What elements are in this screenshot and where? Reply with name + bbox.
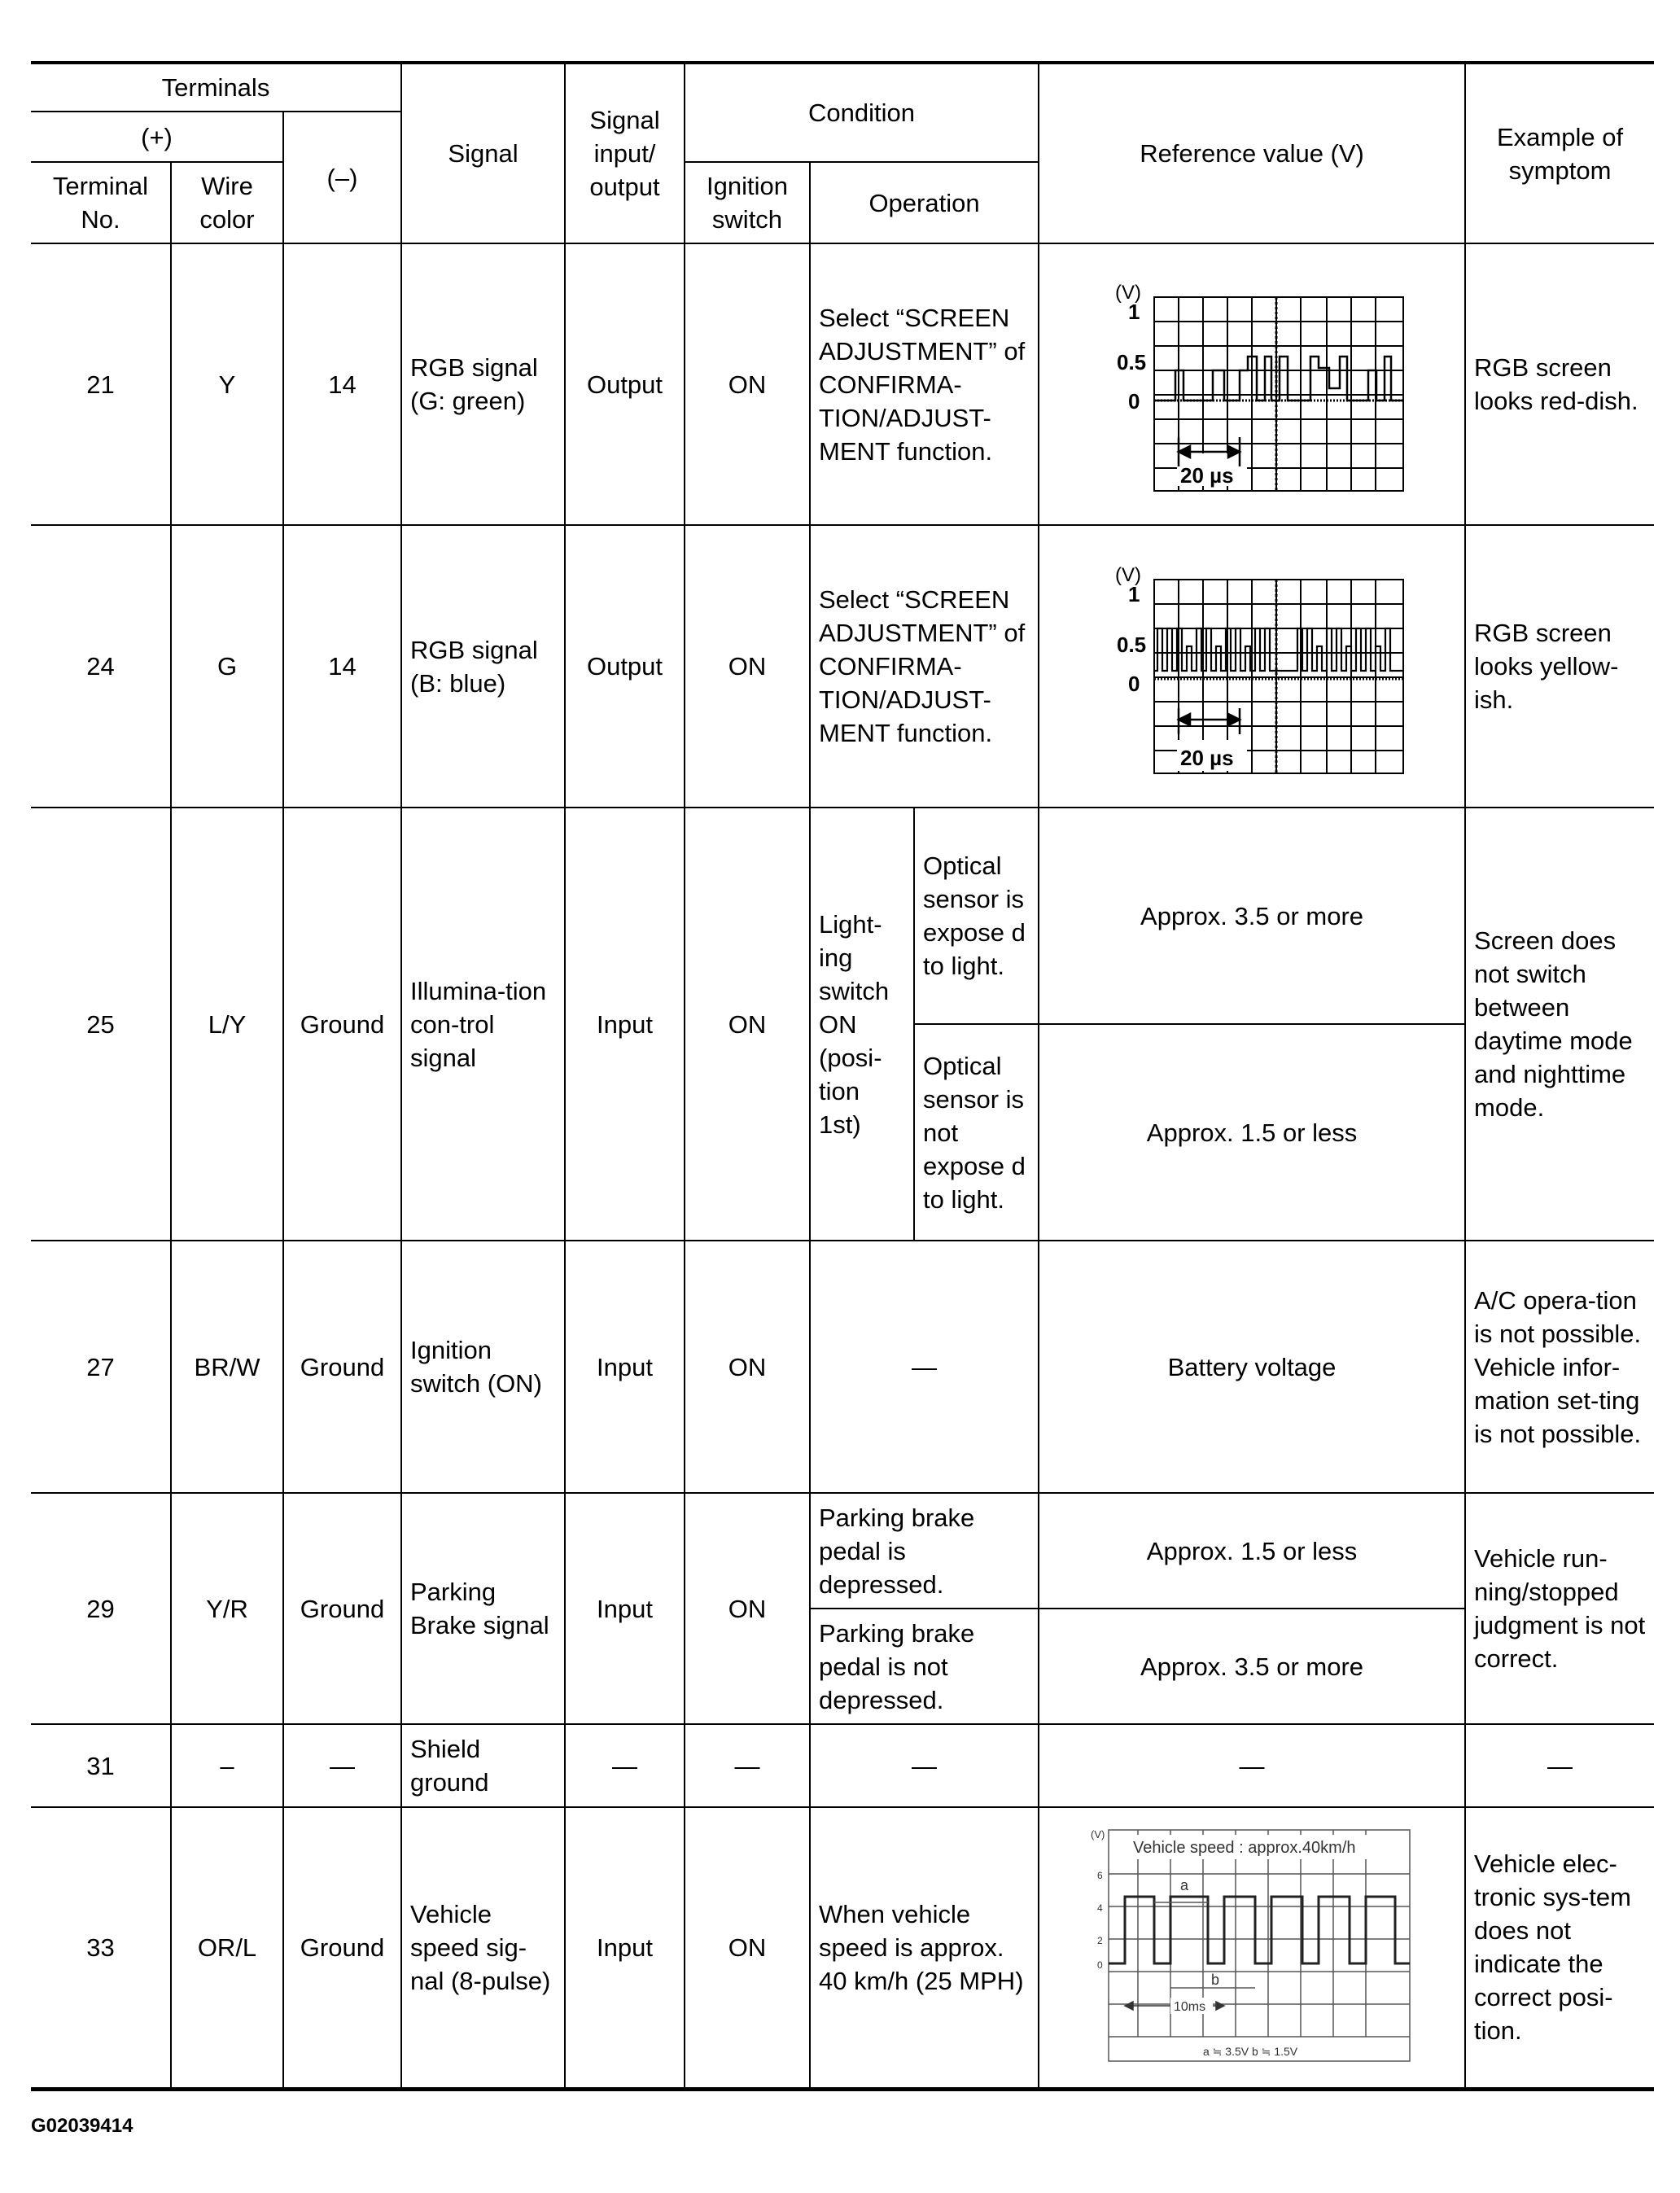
operation-sub: Optical sensor is expose d to light. — [914, 808, 1039, 1024]
waveform-trace — [1154, 357, 1403, 401]
scope-y-label: 0 — [1128, 671, 1140, 696]
header-minus: (–) — [283, 112, 401, 243]
waveform-rgb-green — [1097, 274, 1407, 494]
terminal-no: 31 — [31, 1724, 171, 1807]
reference-waveform-cell — [1039, 1807, 1465, 2089]
wire-color: OR/L — [171, 1807, 283, 2089]
scope-title: Vehicle speed : approx.40km/h — [1133, 1839, 1356, 1858]
reference-value: — — [1039, 1724, 1465, 1807]
scope-period: 10ms — [1174, 2000, 1206, 2015]
reference-value: Approx. 1.5 or less — [1039, 1493, 1465, 1609]
ignition-switch: ON — [685, 243, 810, 525]
symptom: Vehicle elec-tronic sys-tem does not indicate the correct posi-tion. — [1465, 1807, 1654, 2089]
scope-unit: (V) — [1115, 563, 1142, 586]
symptom: Screen does not switch between daytime mode and nighttime mode. — [1465, 808, 1654, 1241]
operation: — — [810, 1241, 1039, 1493]
header-ignition-switch: Ignition switch — [685, 162, 810, 243]
signal-name: Ignition switch (ON) — [401, 1241, 565, 1493]
operation-main: Light-ing switch ON (posi-tion 1st) — [810, 808, 914, 1241]
scope-y-label: 6 — [1097, 1870, 1103, 1882]
terminal-no: 24 — [31, 525, 171, 808]
wire-color: Y/R — [171, 1493, 283, 1724]
scope-unit: (V) — [1115, 282, 1142, 304]
scope-y-label: 1 — [1128, 300, 1140, 324]
reference-value: Approx. 1.5 or less — [1039, 1024, 1465, 1241]
ignition-switch: ON — [685, 1241, 810, 1493]
waveform-rgb-blue — [1097, 557, 1407, 777]
header-terminals: Terminals — [31, 63, 401, 112]
waveform-trace — [1154, 628, 1403, 671]
wire-color: BR/W — [171, 1241, 283, 1493]
scope-y-label: 0.5 — [1117, 632, 1147, 657]
scope-unit: (V) — [1091, 1828, 1105, 1841]
signal-io: Input — [565, 1493, 685, 1724]
terminal-no: 29 — [31, 1493, 171, 1724]
operation: Parking brake pedal is not depressed. — [810, 1609, 1039, 1724]
table-row — [31, 808, 1654, 1024]
header-reference-value: Reference value (V) — [1039, 63, 1465, 243]
header-signal: Signal — [401, 63, 565, 243]
symptom: RGB screen looks yellow-ish. — [1465, 525, 1654, 808]
symptom: RGB screen looks red-dish. — [1465, 243, 1654, 525]
reference-waveform-cell — [1039, 525, 1465, 808]
signal-io: Output — [565, 243, 685, 525]
signal-name: RGB signal (G: green) — [401, 243, 565, 525]
signal-io: Output — [565, 525, 685, 808]
minus-terminal: 14 — [283, 243, 401, 525]
terminal-no: 25 — [31, 808, 171, 1241]
signal-io: Input — [565, 1241, 685, 1493]
symptom: Vehicle run-ning/stopped judgment is not correct. — [1465, 1493, 1654, 1724]
table-row — [31, 1724, 1654, 1807]
header-terminal-no: Terminal No. — [31, 162, 171, 243]
table-row — [31, 243, 1654, 525]
ignition-switch: ON — [685, 1807, 810, 2089]
signal-name: RGB signal (B: blue) — [401, 525, 565, 808]
minus-terminal: Ground — [283, 1493, 401, 1724]
signal-name: Illumina-tion con-trol signal — [401, 808, 565, 1241]
scope-y-label: 0 — [1128, 389, 1140, 414]
waveform-vehicle-speed — [1089, 1825, 1415, 2069]
ignition-switch: ON — [685, 525, 810, 808]
terminal-no: 33 — [31, 1807, 171, 2089]
table-row — [31, 1493, 1654, 1609]
signal-io: Input — [565, 808, 685, 1241]
header-plus: (+) — [31, 112, 283, 162]
symptom: — — [1465, 1724, 1654, 1807]
table-row — [31, 1807, 1654, 2089]
minus-terminal: — — [283, 1724, 401, 1807]
wire-color: Y — [171, 243, 283, 525]
scope-y-label: 0.5 — [1117, 350, 1147, 374]
scope-y-label: 0 — [1097, 1959, 1103, 1972]
table-row — [31, 525, 1654, 808]
operation: Parking brake pedal is depressed. — [810, 1493, 1039, 1609]
table-row — [31, 1241, 1654, 1493]
header-wire-color: Wire color — [171, 162, 283, 243]
symptom: A/C opera-tion is not possible. Vehicle infor-mation set-ting is not possible. — [1465, 1241, 1654, 1493]
reference-value: Approx. 3.5 or more — [1039, 1609, 1465, 1724]
minus-terminal: 14 — [283, 525, 401, 808]
ignition-switch: — — [685, 1724, 810, 1807]
ignition-switch: ON — [685, 808, 810, 1241]
header-operation: Operation — [810, 162, 1039, 243]
signal-name: Vehicle speed sig-nal (8-pulse) — [401, 1807, 565, 2089]
scope-period: 20 µs — [1180, 463, 1234, 488]
operation: When vehicle speed is approx. 40 km/h (25 MPH) — [810, 1807, 1039, 2089]
reference-value: Battery voltage — [1039, 1241, 1465, 1493]
signal-io: — — [565, 1724, 685, 1807]
signal-name: Parking Brake signal — [401, 1493, 565, 1724]
scope-y-label: 1 — [1128, 581, 1140, 606]
scope-y-label: 4 — [1097, 1902, 1103, 1915]
terminal-no: 21 — [31, 243, 171, 525]
scope-period: 20 µs — [1180, 745, 1234, 770]
wire-color: L/Y — [171, 808, 283, 1241]
ignition-switch: ON — [685, 1493, 810, 1724]
operation: — — [810, 1724, 1039, 1807]
signal-name: Shield ground — [401, 1724, 565, 1807]
header-condition: Condition — [685, 63, 1039, 162]
scope-footer: a ≒ 3.5V b ≒ 1.5V — [1203, 2045, 1298, 2059]
operation: Select “SCREEN ADJUSTMENT” of CONFIRMA-TION/ADJUST-MENT function. — [810, 525, 1039, 808]
reference-waveform-cell — [1039, 243, 1465, 525]
operation-sub: Optical sensor is not expose d to light. — [914, 1024, 1039, 1241]
minus-terminal: Ground — [283, 808, 401, 1241]
scope-marker-b: b — [1211, 1972, 1220, 1989]
terminal-no: 27 — [31, 1241, 171, 1493]
reference-value: Approx. 3.5 or more — [1039, 808, 1465, 1024]
scope-y-label: 2 — [1097, 1935, 1103, 1947]
terminal-reference-table — [31, 61, 1654, 2091]
signal-io: Input — [565, 1807, 685, 2089]
wire-color: – — [171, 1724, 283, 1807]
header-signal-io: Signal input/ output — [565, 63, 685, 243]
minus-terminal: Ground — [283, 1807, 401, 2089]
minus-terminal: Ground — [283, 1241, 401, 1493]
scope-marker-a: a — [1180, 1877, 1189, 1894]
operation: Select “SCREEN ADJUSTMENT” of CONFIRMA-TION/ADJUST-MENT function. — [810, 243, 1039, 525]
figure-code: G02039414 — [31, 2115, 133, 2137]
header-example-symptom: Example of symptom — [1465, 63, 1654, 243]
wire-color: G — [171, 525, 283, 808]
